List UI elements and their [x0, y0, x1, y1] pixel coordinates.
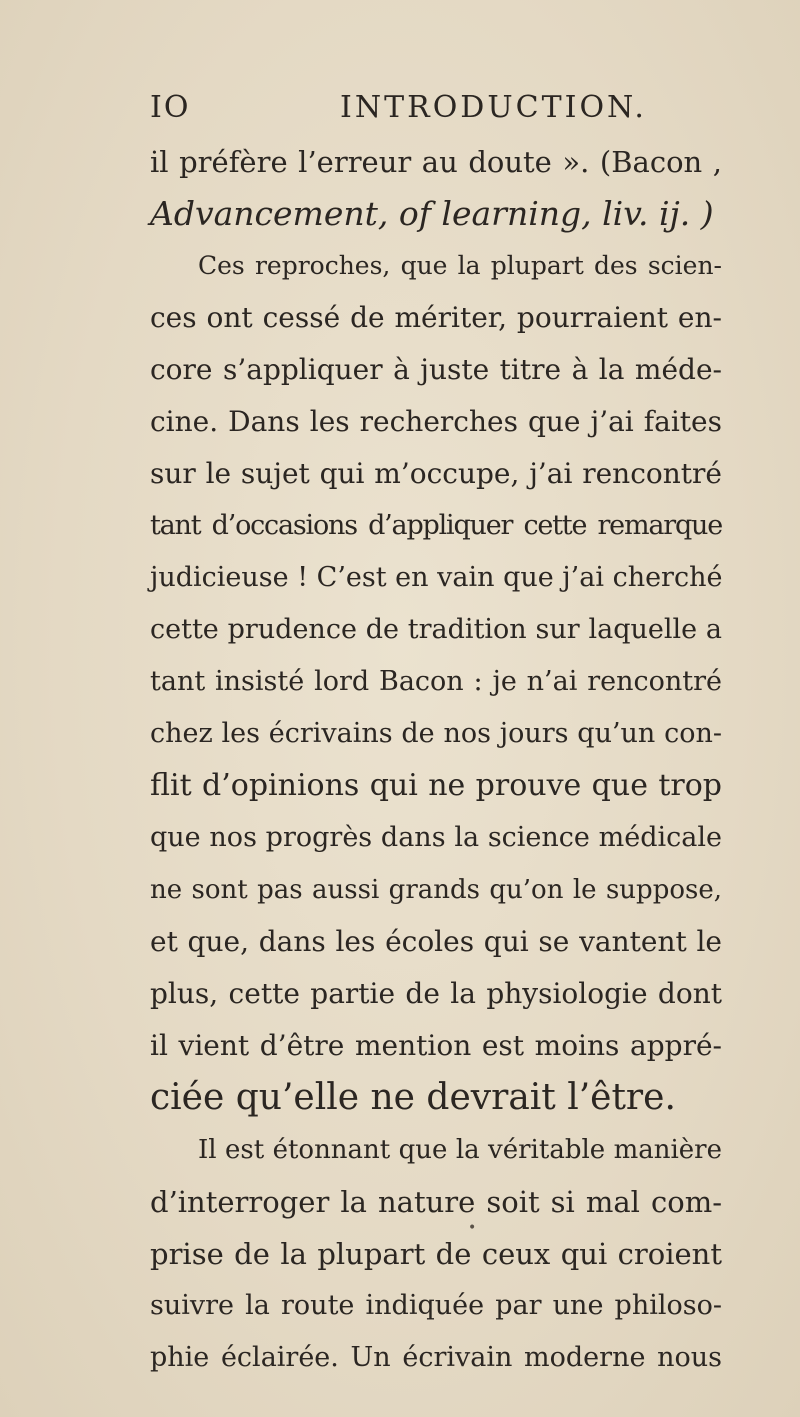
text-line: judicieuse ! C’est en vain que j’ai cherché — [150, 562, 723, 593]
body-text — [150, 136, 722, 1384]
text-line: prise de la plupart de ceux qui croient — [150, 1237, 722, 1271]
text-line: Advancement, of learning, liv. ij. ) — [150, 194, 714, 233]
text-line: chez les écrivains de nos jours qu’un con- — [150, 718, 722, 749]
printer-mark: • — [468, 1220, 477, 1236]
text-line: tant d’occasions d’appliquer cette remarque — [150, 510, 722, 541]
text-line: core s’appliquer à juste titre à la méde- — [150, 353, 722, 386]
text-line: il vient d’être mention est moins appré- — [150, 1029, 722, 1062]
text-line: plus, cette partie de la physiologie dont — [150, 977, 722, 1010]
text-line: que nos progrès dans la science médicale — [150, 822, 722, 853]
text-line: ciée qu’elle ne devrait l’être. — [150, 1077, 676, 1118]
text-line: Ces reproches, que la plupart des scien- — [198, 251, 722, 280]
text-line: sur le sujet qui m’occupe, j’ai rencontré — [150, 457, 722, 490]
text-line: flit d’opinions qui ne prouve que trop — [150, 768, 722, 803]
text-line: d’interroger la nature soit si mal com- — [150, 1185, 722, 1219]
text-line: il préfère l’erreur au doute ». (Bacon , — [150, 145, 722, 179]
text-line: et que, dans les écoles qui se vantent le — [150, 925, 722, 958]
page-number: IO — [150, 90, 191, 125]
text-line: ne sont pas aussi grands qu’on le suppose, — [150, 875, 722, 905]
text-line: cine. Dans les recherches que j’ai faites — [150, 405, 722, 438]
text-line: Il est étonnant que la véritable manière — [198, 1135, 722, 1165]
running-title: INTRODUCTION. — [340, 90, 647, 125]
text-line: ces ont cessé de mériter, pourraient en- — [150, 301, 722, 334]
text-line: tant insisté lord Bacon : je n’ai rencontré — [150, 666, 722, 697]
text-line: suivre la route indiquée par une philoso- — [150, 1290, 722, 1321]
text-line: phie éclairée. Un écrivain moderne nous — [150, 1342, 722, 1373]
text-line: cette prudence de tradition sur laquelle a — [150, 614, 722, 645]
page-header — [150, 90, 710, 130]
